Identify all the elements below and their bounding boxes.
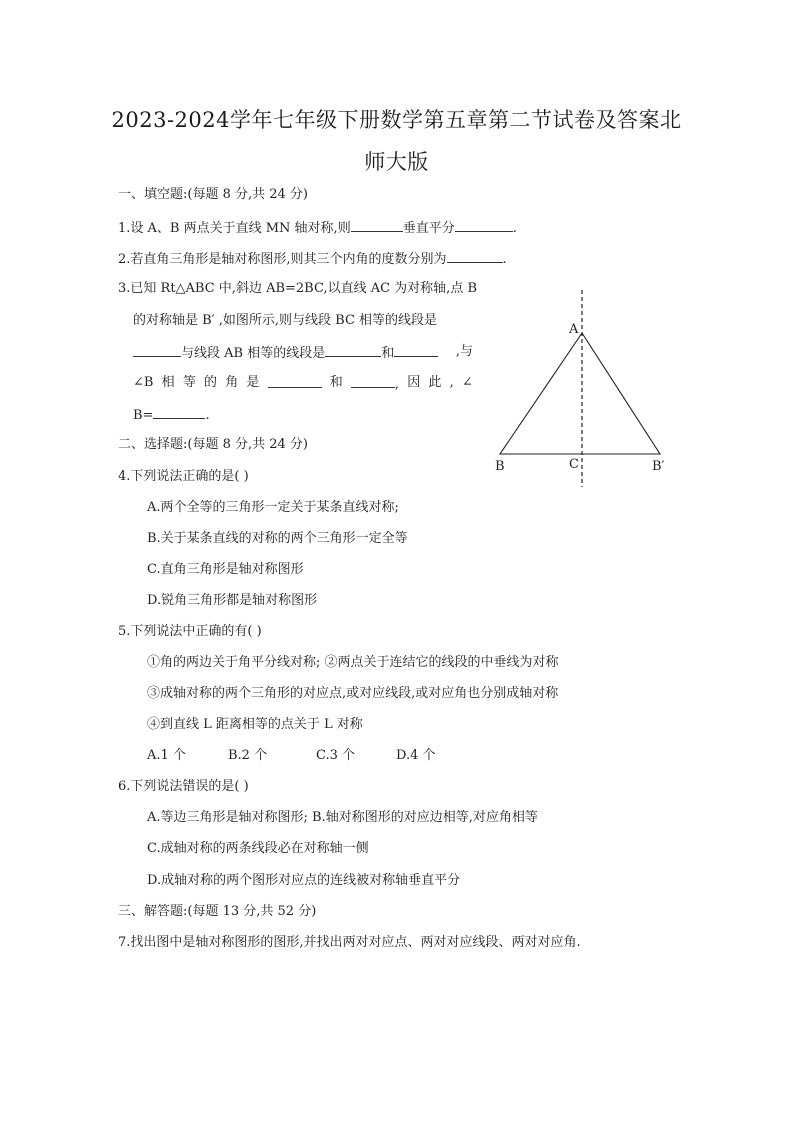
q3-blank-ab-1[interactable] (325, 343, 381, 357)
q3-text-ab: 与线段 AB 相等的线段是 (181, 346, 326, 361)
label-b: B (495, 459, 505, 474)
q1-blank-2[interactable] (455, 218, 513, 232)
q3-char: 相 (161, 375, 175, 390)
q3-blank-ab-2[interactable] (394, 343, 438, 357)
q4-option-a[interactable]: A.两个全等的三角形一定关于某条直线对称; (147, 500, 399, 515)
document-title-line-2: 师大版 (364, 150, 429, 174)
q3-blank-angle-1[interactable] (268, 374, 322, 388)
q3-blank-angle-2[interactable] (351, 374, 395, 388)
q1-text-b: 垂直平分 (402, 221, 455, 236)
question-4-stem: 4.下列说法正确的是( ) (118, 469, 249, 484)
q5-statement-4: ④到直线 L 距离相等的点关于 L 对称 (147, 717, 363, 732)
q4-option-c[interactable]: C.直角三角形是轴对称图形 (147, 562, 304, 577)
q6-option-c[interactable]: C.成轴对称的两条线段必在对称轴一侧 (147, 841, 369, 856)
q3-char: 角 (225, 375, 239, 390)
question-3-line-4 (133, 374, 473, 394)
q3-text-b-equals: B= (133, 408, 154, 423)
question-6-stem: 6.下列说法错误的是( ) (118, 779, 249, 794)
q3-char: 因 (407, 375, 421, 390)
q3-char: , (449, 375, 454, 390)
section-3-heading: 三、解答题:(每题 13 分,共 52 分) (118, 904, 317, 919)
question-3-line-3 (133, 343, 473, 363)
question-1 (118, 218, 517, 238)
q2-text-b: . (502, 252, 507, 267)
label-b-prime: B′ (652, 459, 665, 474)
q3-text-and-1: 和 (381, 346, 395, 361)
q6-option-d[interactable]: D.成轴对称的两个图形对应点的连线被对称轴垂直平分 (147, 873, 461, 888)
q3-char: 的 (204, 375, 218, 390)
q5-statement-1-2: ①角的两边关于角平分线对称; ②两点关于连结它的线段的中垂线为对称 (147, 655, 559, 670)
triangle-figure (480, 285, 680, 495)
label-c: C (569, 457, 579, 472)
q3-blank-bc[interactable] (133, 343, 181, 357)
q1-text-c: . (512, 221, 517, 236)
q4-option-b[interactable]: B.关于某条直线的对称的两个三角形一定全等 (147, 531, 408, 546)
q6-option-a-b[interactable]: A.等边三角形是轴对称图形; B.轴对称图形的对应边相等,对应角相等 (147, 810, 538, 825)
question-3-line-2: 的对称轴是 B′ ,如图所示,则与线段 BC 相等的线段是 (133, 313, 438, 328)
q3-comma: , (394, 377, 400, 392)
section-1-heading: 一、填空题:(每题 8 分,共 24 分) (118, 187, 308, 202)
q5-option-d[interactable]: D.4 个 (396, 748, 436, 763)
q3-period: . (205, 408, 210, 423)
q3-text-with: ,与 (455, 344, 473, 359)
q2-blank[interactable] (447, 249, 503, 263)
q5-option-a[interactable]: A.1 个 (147, 748, 186, 763)
q5-option-b[interactable]: B.2 个 (228, 748, 268, 763)
q3-angle-b: ∠B (133, 375, 154, 390)
triangle-abb (500, 333, 660, 454)
q1-blank-1[interactable] (351, 218, 403, 232)
question-3-line-1: 3.已知 Rt△ABC 中,斜边 AB=2BC,以直线 AC 为对称轴,点 B (118, 281, 478, 296)
q5-statement-3: ③成轴对称的两个三角形的对应点,或对应线段,或对应角也分别成轴对称 (147, 686, 559, 701)
label-a: A (569, 322, 579, 337)
q2-text-a: 2.若直角三角形是轴对称图形,则其三个内角的度数分别为 (118, 252, 447, 267)
q3-char: 是 (246, 375, 260, 390)
q3-blank-angle-value[interactable] (153, 405, 205, 419)
q4-option-d[interactable]: D.锐角三角形都是轴对称图形 (147, 593, 318, 608)
question-3-line-5 (133, 405, 210, 425)
q3-char: 此 (428, 375, 442, 390)
q3-angle-symbol: ∠ (461, 375, 473, 390)
q5-option-c[interactable]: C.3 个 (316, 748, 356, 763)
q3-char: 等 (182, 375, 196, 390)
q1-text-a: 1.设 A、B 两点关于直线 MN 轴对称,则 (118, 221, 351, 236)
document-title-line-1: 2023-2024学年七年级下册数学第五章第二节试卷及答案北 (111, 108, 682, 132)
q3-text-and-2: 和 (329, 375, 343, 390)
question-2 (118, 249, 507, 269)
question-7: 7.找出图中是轴对称图形的图形,并找出两对对应点、两对对应线段、两对对应角. (118, 935, 581, 950)
question-5-stem: 5.下列说法中正确的有( ) (118, 624, 262, 639)
section-2-heading: 二、选择题:(每题 8 分,共 24 分) (118, 437, 308, 452)
